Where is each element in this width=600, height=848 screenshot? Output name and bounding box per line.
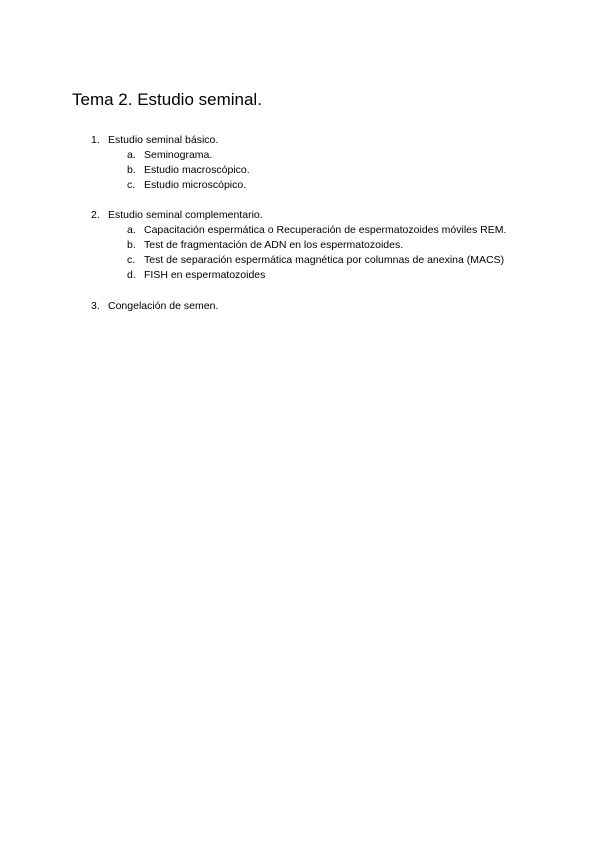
subitem-letter: b. bbox=[127, 239, 136, 251]
subitem-label: Test de fragmentación de ADN en los espermatozoides. bbox=[144, 239, 404, 251]
subitem-label: Capacitación espermática o Recuperación de espermatozoides móviles REM. bbox=[144, 224, 507, 236]
section-label: Estudio seminal básico. bbox=[108, 134, 219, 146]
subitem-letter: c. bbox=[127, 179, 136, 191]
section-number: 1. bbox=[91, 134, 100, 146]
subitem-letter: d. bbox=[127, 269, 136, 281]
section-label: Estudio seminal complementario. bbox=[108, 209, 263, 221]
section-number: 2. bbox=[91, 209, 100, 221]
subitem-letter: b. bbox=[127, 164, 136, 176]
subitem-letter: a. bbox=[127, 224, 136, 236]
subitem-label: Estudio microscópico. bbox=[144, 179, 247, 191]
subitem-label: Estudio macroscópico. bbox=[144, 164, 250, 176]
section-label: Congelación de semen. bbox=[108, 300, 219, 312]
subitem-letter: c. bbox=[127, 254, 136, 266]
subitem-label: Test de separación espermática magnética por columnas de anexina (MACS) bbox=[144, 254, 505, 266]
subitem-label: FISH en espermatozoides bbox=[144, 269, 266, 281]
document-title: Tema 2. Estudio seminal. bbox=[72, 90, 262, 109]
subitem-letter: a. bbox=[127, 149, 136, 161]
section-number: 3. bbox=[91, 300, 100, 312]
subitem-label: Seminograma. bbox=[144, 149, 213, 161]
